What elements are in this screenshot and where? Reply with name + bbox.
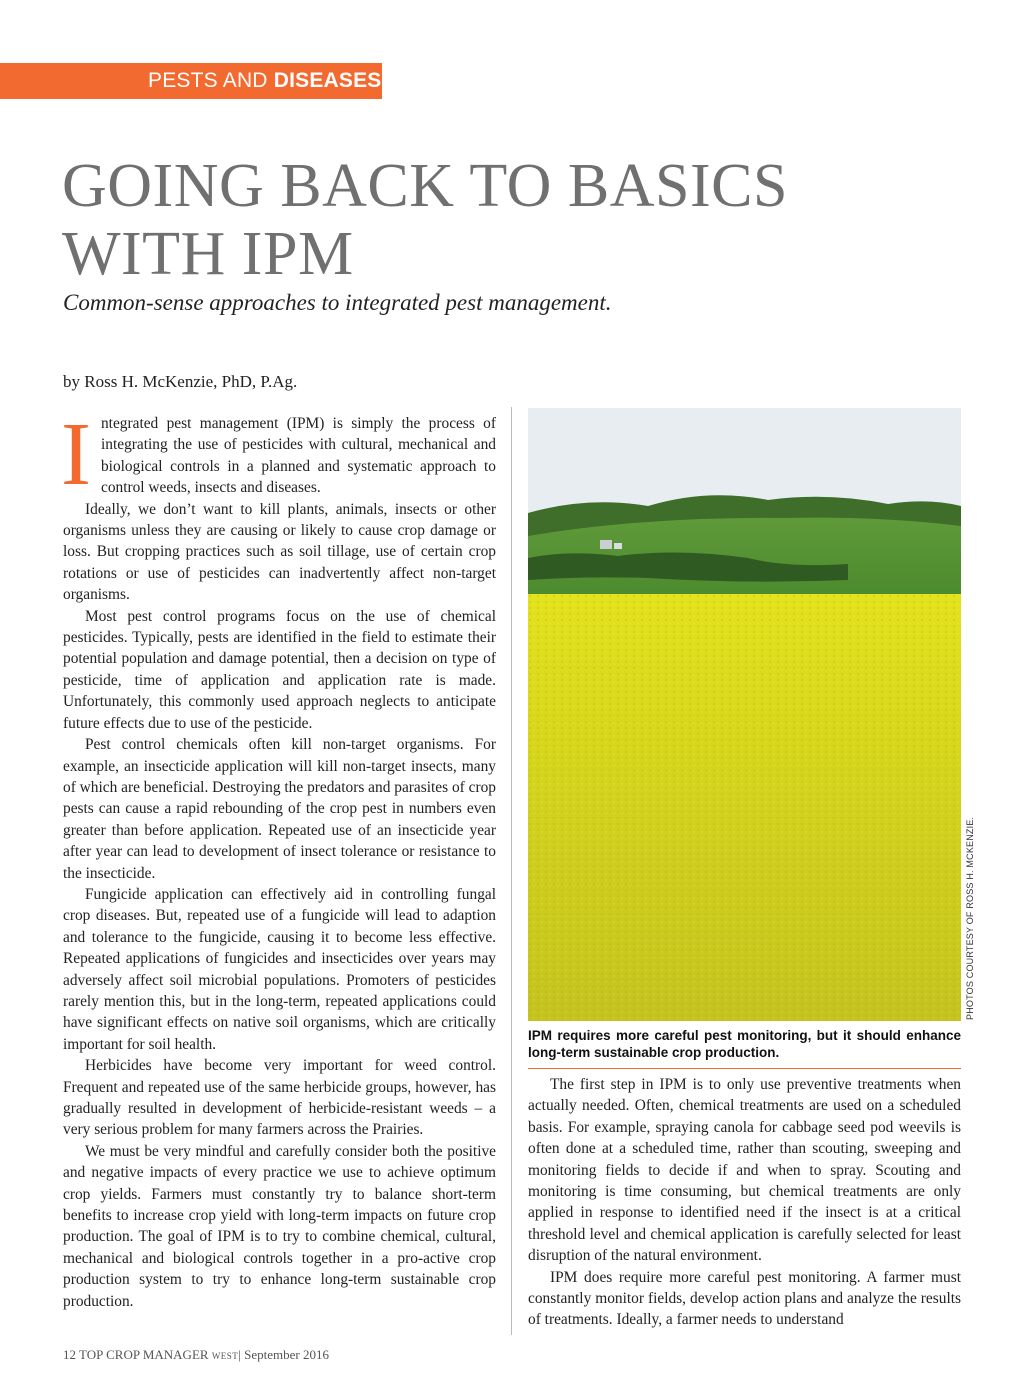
page-number: 12	[63, 1347, 76, 1362]
section-emphasis: DISEASES	[273, 69, 382, 92]
paragraph-1-text: ntegrated pest management (IPM) is simply the process of integrating the use of pesticides with cultural, mechanical and biological controls in a planned and systematic approach to control weeds, insects and diseases.	[100, 415, 496, 497]
drop-cap: I	[61, 405, 91, 504]
paragraph-5: Fungicide application can effectively aid in controlling fungal crop diseases. But, repeated use of a fungicide will lead to adaption and tolerance to the fungicide, causing it to become less effective. Repeated applications of fungicides and insecticides over years may adversely affect soil microbial populations. Promoters of pesticides rarely mention this, but in the long-term, repeated applications could have significant effects on native soil organisms, which are critically important for soil health.	[63, 885, 496, 1053]
canola-field-photo	[528, 408, 961, 1021]
column-divider	[511, 407, 512, 1335]
issue-date: September 2016	[244, 1347, 330, 1362]
caption-rule	[528, 1068, 961, 1069]
paragraph-2: Ideally, we don’t want to kill plants, animals, insects or other organisms unless they are causing or likely to cause crop damage or loss. But cropping practices such as soil tillage, use of certain crop rotations or use of pesticides can inadvertently affect non-target organisms.	[63, 500, 496, 604]
page-footer	[63, 1347, 329, 1363]
paragraph-4: Pest control chemicals often kill non-target organisms. For example, an insecticide application will kill non-target insects, many of which are beneficial. Destroying the predators and parasites of crop pests can cause a rapid rebounding of the crop pest in numbers even greater than before application. Repeated use of an insecticide year after year can lead to development of insect tolerance or resistance to the insecticide.	[63, 736, 496, 882]
section-prefix: PESTS AND	[148, 69, 268, 92]
headline-line-1: GOING BACK TO BASICS	[62, 152, 788, 220]
article-byline: by Ross H. McKenzie, PhD, P.Ag.	[63, 372, 298, 391]
canola-field-illustration	[528, 408, 961, 1021]
article-deck: Common-sense approaches to integrated pest management.	[63, 290, 612, 315]
section-label	[148, 69, 382, 93]
paragraph-3: Most pest control programs focus on the use of chemical pesticides. Typically, pests are identified in the field to estimate their potential population and damage potential, then a decision on type of pesticide, time of application and application rate is made. Unfortunately, this commonly used approach neglects to anticipate future effects due to use of the pesticide.	[63, 607, 496, 732]
magazine-edition: WEST	[211, 1351, 239, 1361]
footer-separator: |	[238, 1347, 241, 1362]
left-column	[61, 405, 496, 1312]
section-banner	[0, 63, 382, 99]
photo-caption: IPM requires more careful pest monitoring, but it should enhance long-term sustainable crop production.	[528, 1028, 961, 1060]
magazine-name: TOP CROP MANAGER	[79, 1347, 209, 1362]
paragraph-7: We must be very mindful and carefully consider both the positive and negative impacts of every practice we use to achieve optimum crop yields. Farmers must constantly try to balance short-term benefits to increase crop yield with long-term impacts on future crop production. The goal of IPM is to try to combine chemical, cultural, mechanical and biological controls together in a pro-active crop production system to try to enhance long-term sustainable crop production.	[63, 1142, 496, 1310]
right-paragraph-2: IPM does require more careful pest monitoring. A farmer must constantly monitor fields, develop action plans and analyze the results of treatments. Ideally, a farmer needs to understand	[528, 1268, 961, 1329]
headline-line-2: WITH IPM	[62, 220, 354, 288]
right-column	[528, 1074, 961, 1331]
photo-credit: PHOTOS COURTESY OF ROSS H. MCKENZIE.	[965, 816, 975, 1020]
paragraph-6: Herbicides have become very important for weed control. Frequent and repeated use of the same herbicide groups, however, has gradually resulted in development of herbicide-resistant weeds – a very serious problem for many farmers across the Prairies.	[63, 1057, 496, 1139]
right-paragraph-1: The first step in IPM is to only use preventive treatments when actually needed. Often, chemical treatments are used on a scheduled basis. For example, spraying canola for cabbage seed pod weevils is often done at a scheduled time, rather than scouting, sweeping and monitoring fields to decide if and when to spray. Scouting and monitoring is time consuming, but chemical treatments are only applied in response to identified need if the insect is at a critical threshold level and chemical application is carefully selected for least disruption of the natural environment.	[528, 1076, 961, 1265]
paragraph-1	[61, 405, 496, 504]
article-headline	[62, 152, 962, 288]
